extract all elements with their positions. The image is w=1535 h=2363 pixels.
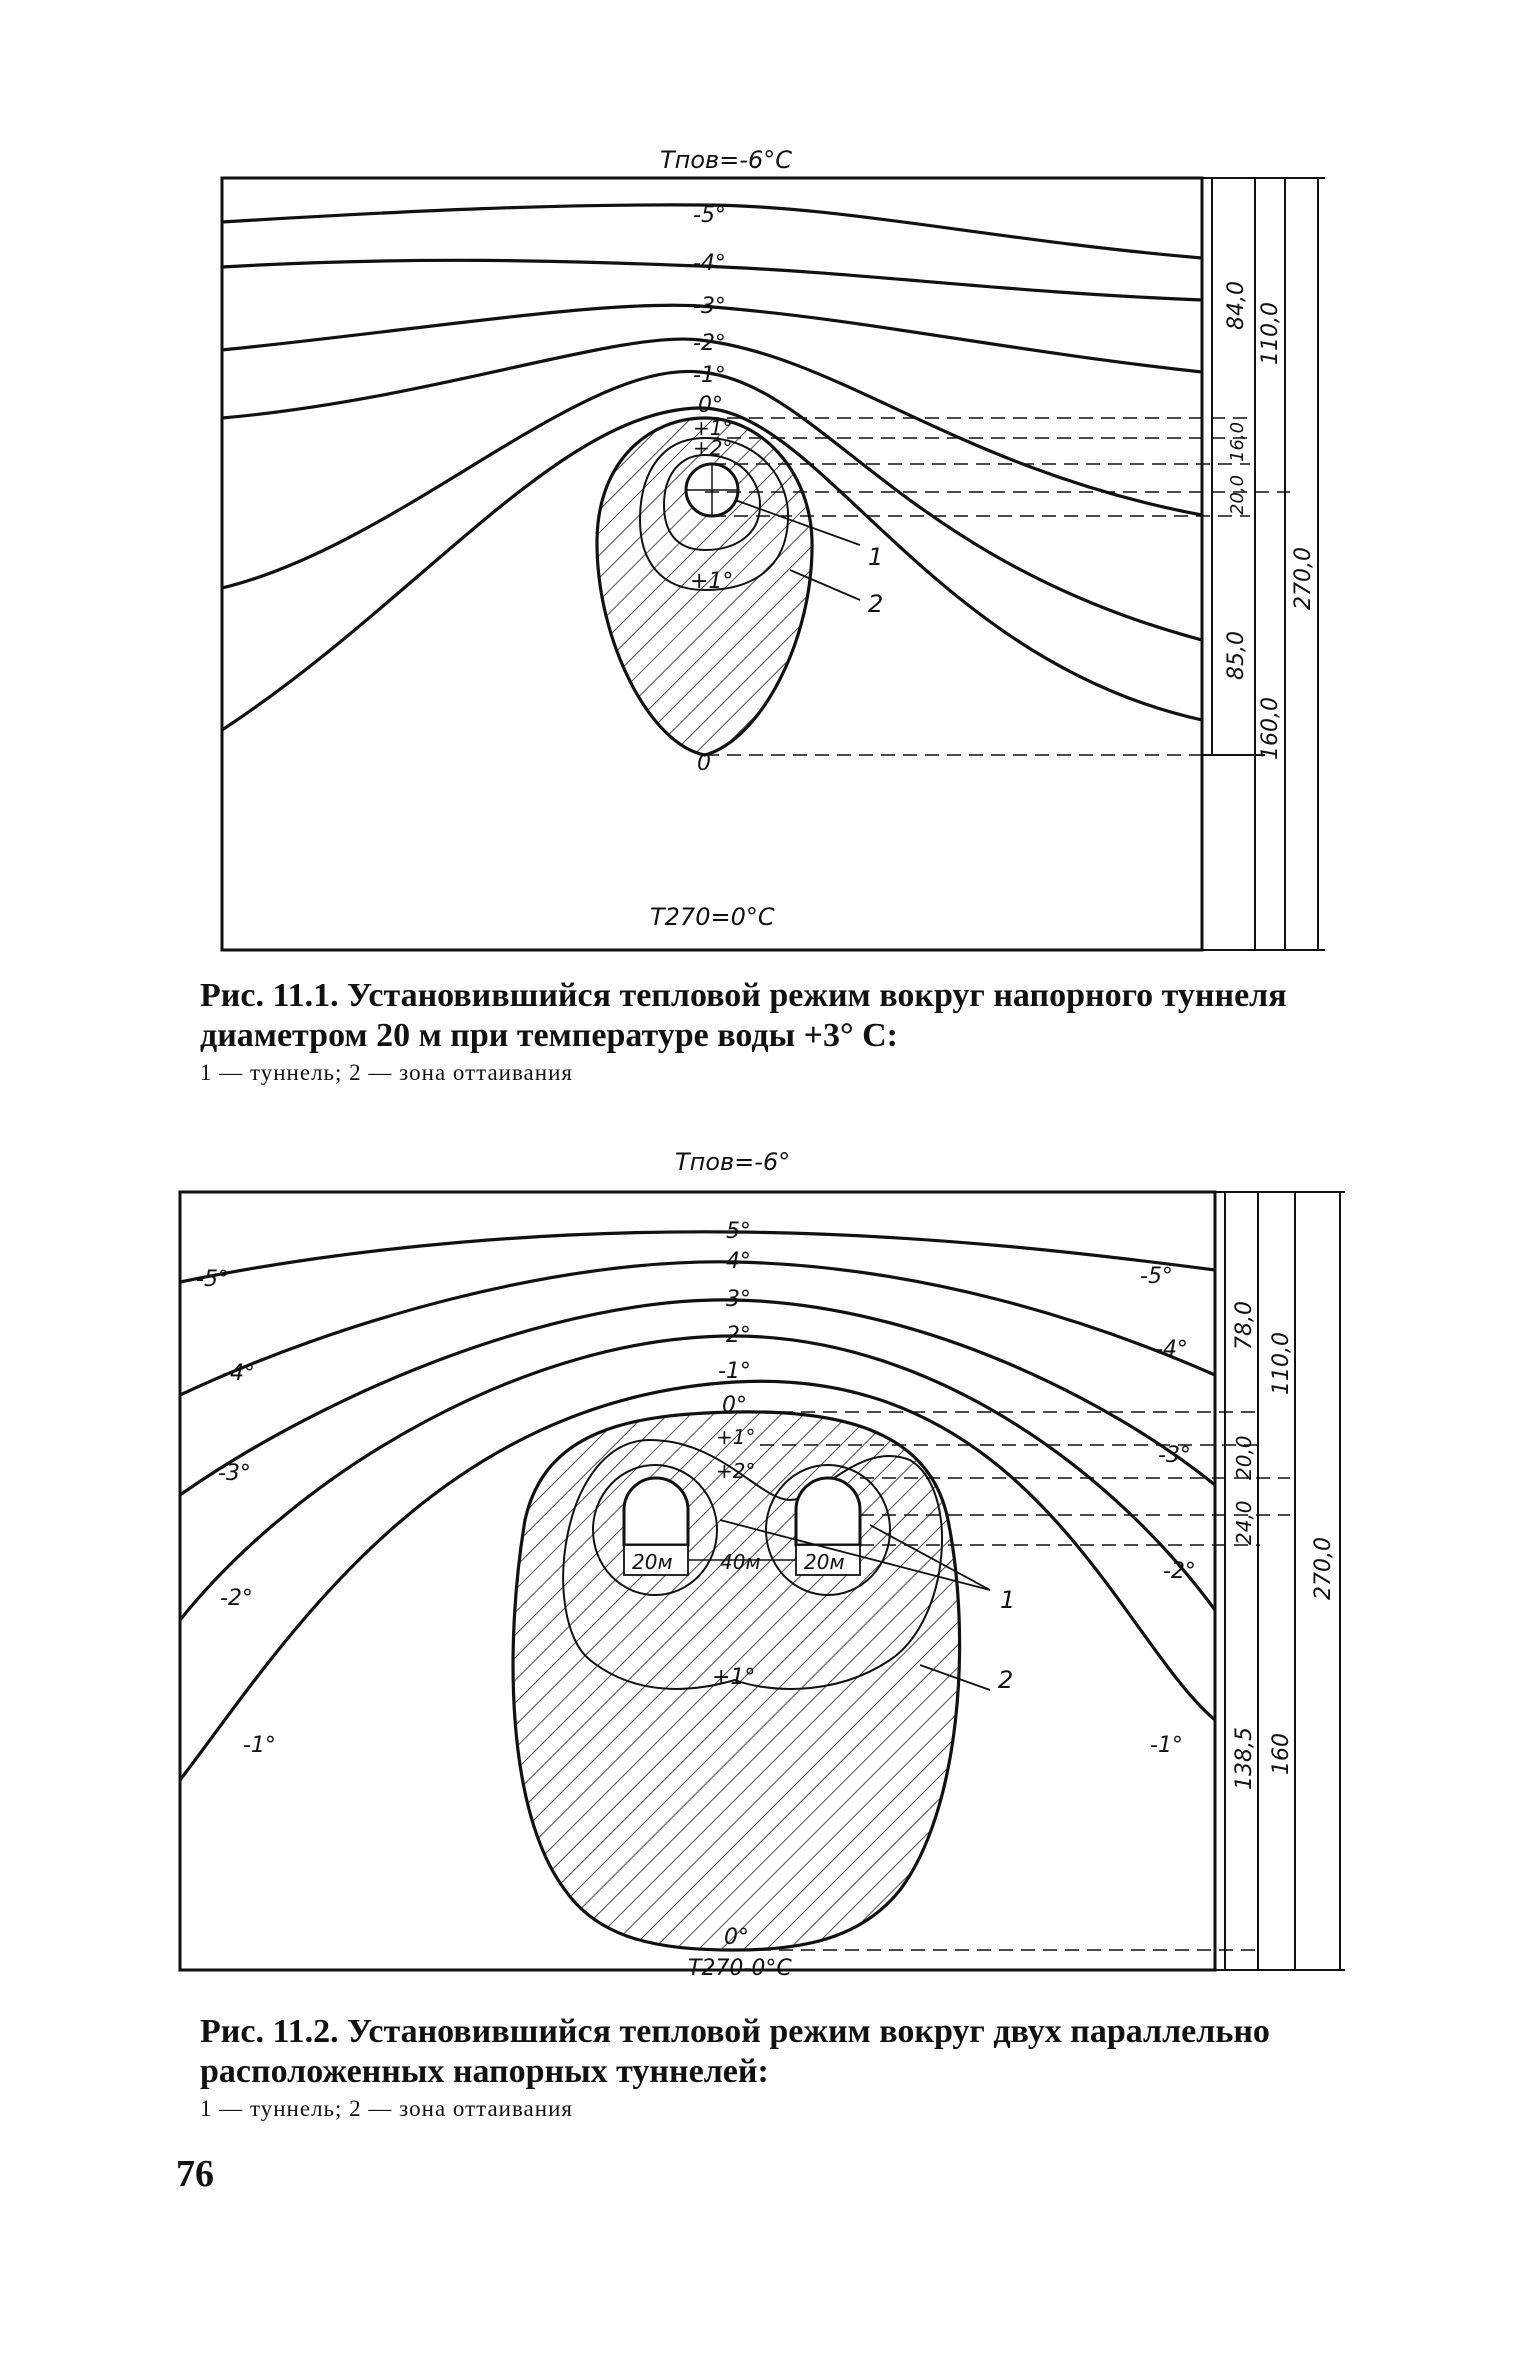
fig1-label-m1: -1°	[693, 363, 726, 388]
fig2-left-m1: -1°	[243, 1733, 276, 1758]
fig1-label-m3: -3°	[693, 294, 726, 319]
fig1-dim-84: 84,0	[1224, 281, 1249, 330]
fig1-dim-20: 20,0	[1227, 474, 1248, 515]
fig2-right-m4: -4°	[1155, 1337, 1188, 1362]
fig2-tunnel-left	[624, 1478, 688, 1545]
fig2-left-m4: -4°	[222, 1361, 255, 1386]
fig2-tunnel-right	[796, 1478, 860, 1545]
fig2-top-label: Tпов=-6°	[675, 1148, 791, 1176]
fig2-isotherm-minus4	[180, 1262, 1215, 1395]
fig2-isotherm-minus5	[180, 1232, 1215, 1282]
figure-1	[222, 178, 1325, 950]
fig2-left-m3: -3°	[218, 1461, 251, 1486]
fig2-dim-20: 20,0	[1232, 1435, 1256, 1480]
fig2-center-0b: 0°	[724, 1925, 749, 1950]
fig2-dim-40m: 40м	[720, 1550, 761, 1574]
fig1-dim-85: 85,0	[1224, 631, 1249, 680]
fig1-dim-160: 160,0	[1258, 697, 1283, 760]
fig2-center-p1b: +1°	[712, 1665, 756, 1690]
fig2-center-m3: -3°	[718, 1287, 751, 1312]
fig1-label-p1: +1°	[693, 416, 733, 440]
fig2-right-m1: -1°	[1150, 1733, 1183, 1758]
fig2-dim-270: 270,0	[1311, 1537, 1336, 1600]
fig1-bottom-label: T270=0°C	[650, 903, 775, 931]
fig2-left-m5: -5°	[196, 1267, 229, 1292]
fig2-caption-legend: 1 — туннель; 2 — зона оттаивания	[200, 2096, 573, 2121]
fig1-top-label: Tпов=-6°C	[660, 146, 792, 174]
fig2-dim-78: 78,0	[1232, 1301, 1257, 1350]
fig1-label-0: 0°	[698, 393, 723, 418]
fig2-center-p2: +2°	[716, 1459, 756, 1483]
fig1-label-m5: -5°	[693, 203, 726, 228]
fig2-dim-1385: 138,5	[1232, 1727, 1257, 1790]
fig1-dim-16: 16,0	[1227, 421, 1248, 462]
fig1-callout-1: 1	[868, 543, 884, 571]
fig1-callout-2: 2	[868, 590, 884, 618]
fig2-dim-110: 110,0	[1269, 1332, 1294, 1395]
fig2-right-m5: -5°	[1140, 1264, 1173, 1289]
fig1-label-m4: -4°	[693, 251, 726, 276]
fig2-dim-20m-left: 20м	[632, 1550, 673, 1574]
fig1-caption-legend: 1 — туннель; 2 — зона оттаивания	[200, 1060, 573, 1085]
fig2-right-m2: -2°	[1163, 1559, 1196, 1584]
fig2-center-m5: -5°	[718, 1219, 751, 1244]
fig2-center-0: 0°	[722, 1393, 747, 1418]
fig1-label-m2: -2°	[693, 331, 726, 356]
fig1-dim-270: 270,0	[1291, 547, 1316, 610]
fig1-label-0b: 0	[697, 751, 711, 776]
fig2-bottom-label: T270-0°C	[688, 1956, 792, 1981]
fig2-center-p1: +1°	[716, 1425, 756, 1449]
fig2-center-m4: -4°	[718, 1249, 751, 1274]
fig2-center-m1: -1°	[718, 1359, 751, 1384]
fig2-dim-24: 24,0	[1232, 1500, 1256, 1545]
fig2-caption-title: Рис. 11.2. Установившийся тепловой режим вокруг двух параллельно расположенных напорных туннелей:	[200, 2013, 1270, 2090]
fig2-left-m2: -2°	[220, 1586, 253, 1611]
fig2-right-m3: -3°	[1158, 1443, 1191, 1468]
fig2-callout-2: 2	[998, 1666, 1014, 1694]
fig1-caption-title: Рис. 11.1. Установившийся тепловой режим вокруг напорного туннеля диаметром 20 м при температуре воды +3° С:	[200, 977, 1287, 1054]
fig2-callout-1: 1	[1000, 1586, 1016, 1614]
fig2-center-m2: -2°	[718, 1323, 751, 1348]
fig1-label-p1b: +1°	[690, 569, 734, 594]
fig1-label-p2: +2°	[693, 436, 733, 460]
fig2-dim-20m-right: 20м	[804, 1550, 845, 1574]
page-number: 76	[176, 2153, 214, 2195]
fig2-dim-160: 160	[1269, 1733, 1294, 1775]
fig1-dim-110: 110,0	[1258, 302, 1283, 365]
